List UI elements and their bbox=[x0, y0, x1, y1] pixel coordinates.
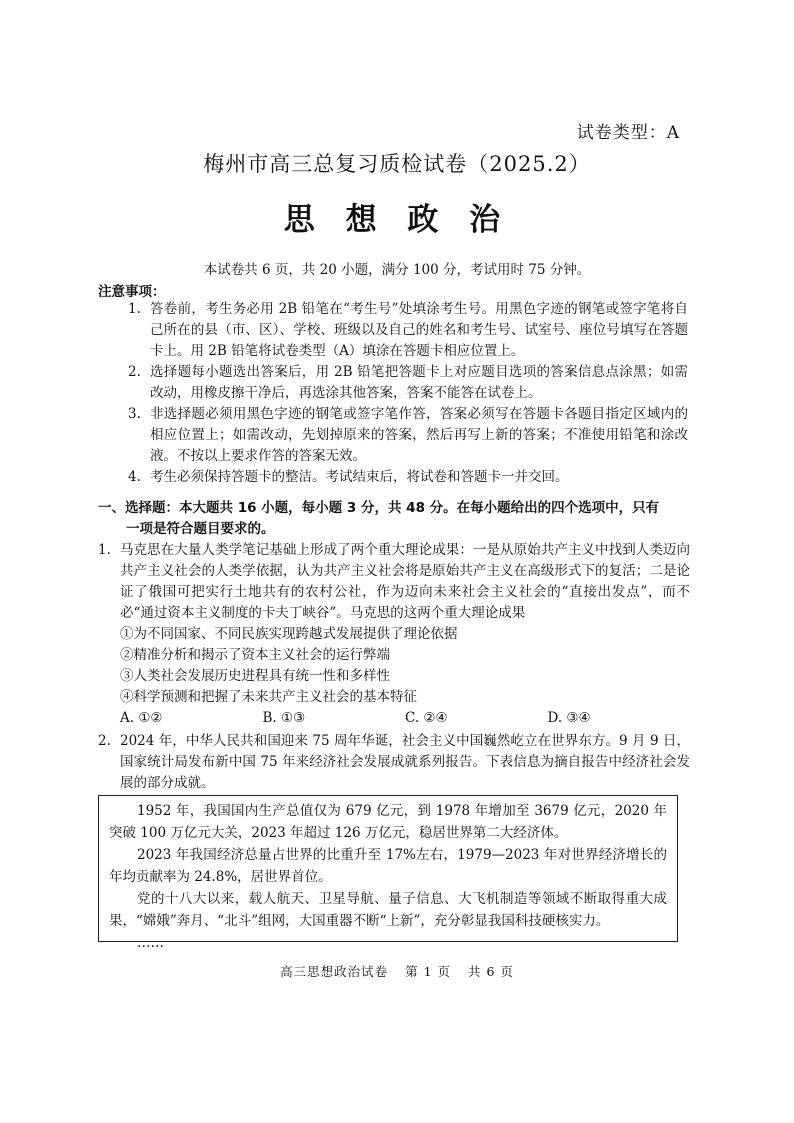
statement: ④科学预测和把握了未来共产主义社会的基本特征 bbox=[120, 689, 417, 705]
notice-list bbox=[128, 299, 688, 488]
footer-total: 共 6 页 bbox=[467, 964, 514, 979]
option-a: A. ①② bbox=[120, 710, 163, 726]
statement: ①为不同国家、不同民族实现跨越式发展提供了理论依据 bbox=[120, 626, 458, 642]
option-c: C. ②④ bbox=[405, 710, 448, 726]
question-number: 2. bbox=[98, 733, 111, 749]
notice-item bbox=[128, 362, 688, 404]
material-paragraph: 1952 年，我国国内生产总值仅为 679 亿元，到 1978 年增加至 3679 亿元，2020 年突破 100 万亿元大关，2023 年超过 126 万亿元，稳居世界第二大经济体。 bbox=[109, 803, 667, 841]
question-number: 1. bbox=[98, 542, 111, 558]
notice-item-text: 非选择题必须用黑色字迹的钢笔或签字笔作答，答案必须写在答题卡各题目指定区域内的相应位置上；如需改动，先划掉原来的答案，然后再写上新的答案；不准使用铅笔和涂改液。不按以上要求作答的答案无效。 bbox=[150, 406, 688, 464]
subject-title: 思 想 政 治 bbox=[283, 202, 511, 238]
notice-heading: 注意事项： bbox=[98, 284, 166, 300]
option-d: D. ③④ bbox=[547, 710, 591, 726]
page-footer bbox=[0, 962, 794, 980]
statement: ②精准分析和揭示了资本主义社会的运行弊端 bbox=[120, 647, 390, 663]
exam-title: 梅州市高三总复习质检试卷（2025.2） bbox=[203, 152, 591, 176]
exam-info: 本试卷共 6 页，共 20 小题，满分 100 分，考试用时 75 分钟。 bbox=[203, 262, 591, 278]
footer-title: 高三思想政治试卷 bbox=[280, 964, 389, 979]
question-stem bbox=[98, 731, 690, 794]
material-paragraph: 党的十八大以来，载人航天、卫星导航、量子信息、大飞机制造等领域不断取得重大成果，“嫦娥”奔月、“北斗”组网，大国重器不断“上新”，充分彰显我国科技硬核实力。 bbox=[109, 891, 667, 929]
section-heading-line: 一、选择题：本大题共 16 小题，每小题 3 分，共 48 分。在每小题给出的四个选项中，只有 bbox=[98, 500, 660, 516]
material-paragraph: 2023 年我国经济总量占世界的比重升至 17%左右，1979—2023 年对世界经济增长的年均贡献率为 24.8%，居世界首位。 bbox=[109, 847, 667, 885]
notice-item bbox=[128, 299, 688, 362]
paper-type-label: 试卷类型：A bbox=[576, 123, 680, 143]
notice-item-text: 考生必须保持答题卡的整洁。考试结束后，将试卷和答题卡一并交回。 bbox=[150, 469, 569, 485]
material-box bbox=[98, 795, 678, 951]
question-2 bbox=[98, 731, 690, 794]
question-stem bbox=[98, 540, 690, 624]
notice-item-number: 3. bbox=[128, 406, 141, 422]
notice-item-text: 答卷前，考生务必用 2B 铅笔在“考生号”处填涂考生号。用黑色字迹的钢笔或签字笔将自己所在的县（市、区）、学校、班级以及自己的姓名和考生号、试室号、座位号填写在答题卡上。用 2B 铅笔将试卷类型（A）填涂在答题卡相应位置上。 bbox=[150, 301, 688, 359]
notice-item-number: 4. bbox=[128, 469, 141, 485]
question-1 bbox=[98, 540, 690, 729]
notice-item-number: 1. bbox=[128, 301, 141, 317]
statement: ③人类社会发展历史进程具有统一性和多样性 bbox=[120, 668, 390, 684]
footer-page: 第 1 页 bbox=[405, 964, 451, 979]
answer-options bbox=[98, 708, 690, 729]
question-stem-text: 马克思在大量人类学笔记基础上形成了两个重大理论成果：一是从原始共产主义中找到人类迈向共产主义社会的人类学依据，认为共产主义社会将是原始共产主义在高级形式下的复活；二是论证了俄国可把实行土地共有的农村公社，作为迈向未来社会主义社会的“直接出发点”，而不必“通过资本主义制度的卡夫丁峡谷”。马克思的这两个重大理论成果 bbox=[120, 542, 690, 621]
question-stem-text: 2024 年，中华人民共和国迎来 75 周年华诞，社会主义中国巍然屹立在世界东方。9 月 9 日，国家统计局发布新中国 75 年来经济社会发展成就系列报告。下表信息为摘自报告中经济社会发展的部分成就。 bbox=[120, 733, 690, 791]
section-heading bbox=[98, 498, 688, 540]
notice-item-number: 2. bbox=[128, 364, 141, 380]
material-ellipsis: …… bbox=[137, 935, 164, 951]
notice-item-text: 选择题每小题选出答案后，用 2B 铅笔把答题卡上对应题目选项的答案信息点涂黑；如需改动，用橡皮擦干净后，再选涂其他答案，答案不能答在试卷上。 bbox=[150, 364, 688, 401]
notice-item bbox=[128, 467, 688, 488]
section-heading-line: 一项是符合题目要求的。 bbox=[126, 521, 275, 537]
option-b: B. ①③ bbox=[262, 710, 306, 726]
notice-item bbox=[128, 404, 688, 467]
